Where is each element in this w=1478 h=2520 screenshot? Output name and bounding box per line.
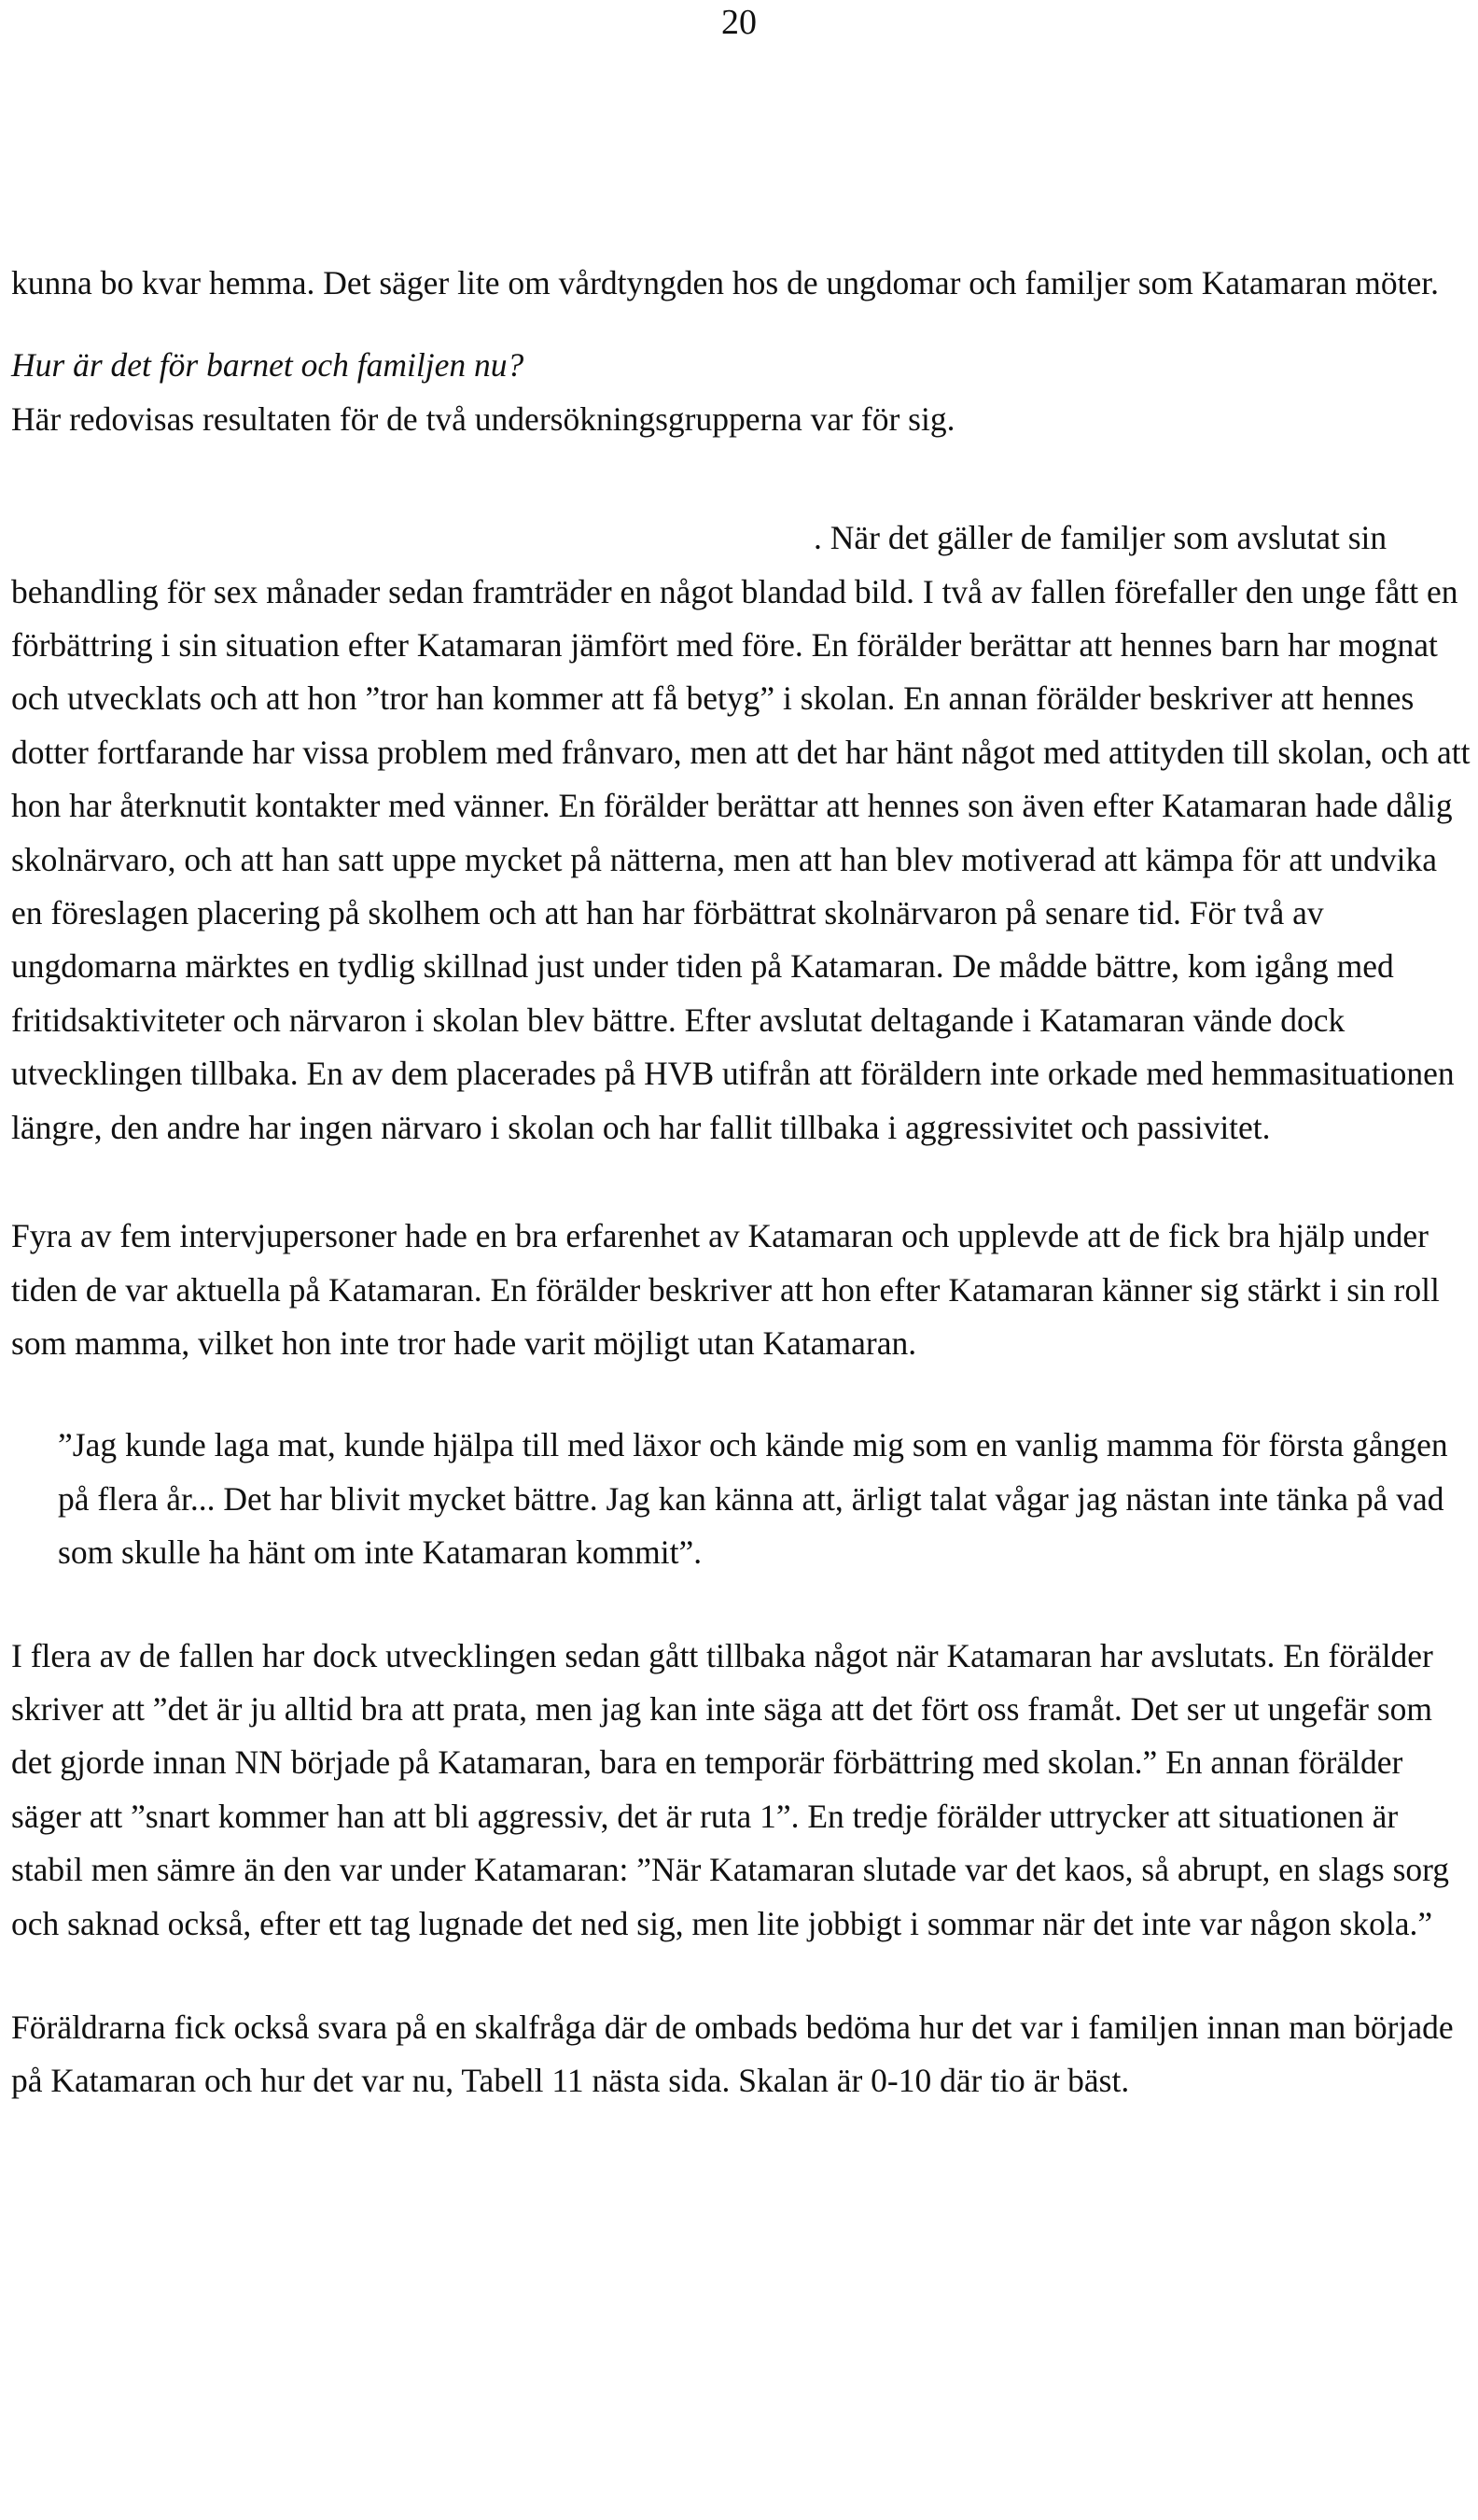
paragraph-4: Fyra av fem intervjupersoner hade en bra erfarenhet av Katamaran och upplevde att de fick bra hjälp under tiden de var aktuella på Katamaran. En förälder beskriver att hon efter Katamaran känner sig stärkt i sin roll som mamma, vilket hon inte tror hade varit möjligt utan Katamaran. <box>11 1217 1440 1362</box>
document-body <box>11 257 1472 2108</box>
paragraph-5: I flera av de fallen har dock utvecklingen sedan gått tillbaka något när Katamaran har avslutats. En förälder skriver att ”det är ju alltid bra att prata, men jag kan inte säga att det fört oss framåt. Det ser ut ungefär som det gjorde innan NN började på Katamaran, bara en temporär förbättring med skolan.” En annan förälder säger att ”snart kommer han att bli aggressiv, det är ruta 1”. En tredje förälder uttrycker att situationen är stabil men sämre än den var under Katamaran: ”När Katamaran slutade var det kaos, så abrupt, en slags sorg och saknad också, efter ett tag lugnade det ned sig, men lite jobbigt i sommar när det inte var någon skola.” <box>11 1636 1450 1942</box>
paragraph-2: Här redovisas resultaten för de två undersökningsgrupperna var för sig. <box>11 399 955 438</box>
paragraph-3: . När det gäller de familjer som avslutat sin behandling för sex månader sedan framträder en något blandad bild. I två av fallen förefaller den unge fått en förbättring i sin situation efter Katamaran jämfört med före. En förälder berättar att hennes barn har mognat och utvecklats och att hon ”tror han kommer att få betyg” i skolan. En annan förälder beskriver att hennes dotter fortfarande har vissa problem med frånvaro, men att det har hänt något med attityden till skolan, och att hon har återknutit kontakter med vänner. En förälder berättar att hennes son även efter Katamaran hade dålig skolnärvaro, och att han satt uppe mycket på nätterna, men att han blev motiverad att kämpa för att undvika en föreslagen placering på skolhem och att han har förbättrat skolnärvaron på senare tid. För två av ungdomarna märktes en tydlig skillnad just under tiden på Katamaran. De mådde bättre, kom igång med fritidsaktiviteter och närvaron i skolan blev bättre. Efter avslutat deltagande i Katamaran vände dock utvecklingen tillbaka. En av dem placerades på HVB utifrån att föräldern inte orkade med hemmasituationen längre, den andre har ingen närvaro i skolan och har fallit tillbaka i aggressivitet och passivitet. <box>11 519 1471 1146</box>
paragraph-1: kunna bo kvar hemma. Det säger lite om vårdtyngden hos de ungdomar och familjer som Katamaran möter. <box>11 264 1440 301</box>
paragraph-6: Föräldrarna fick också svara på en skalfråga där de ombads bedöma hur det var i familjen innan man började på Katamaran och hur det var nu, Tabell 11 nästa sida. Skalan är 0-10 där tio är bäst. <box>11 2008 1454 2100</box>
quote-block: ”Jag kunde laga mat, kunde hjälpa till med läxor och kände mig som en vanlig mamma för första gången på flera år... Det har blivit mycket bättre. Jag kan känna att, ärligt talat vågar jag nästan inte tänka på vad som skulle ha hänt om inte Katamaran kommit”. <box>58 1426 1448 1572</box>
page-number: 20 <box>721 3 757 42</box>
section-heading: Hur är det för barnet och familjen nu? <box>11 346 524 385</box>
